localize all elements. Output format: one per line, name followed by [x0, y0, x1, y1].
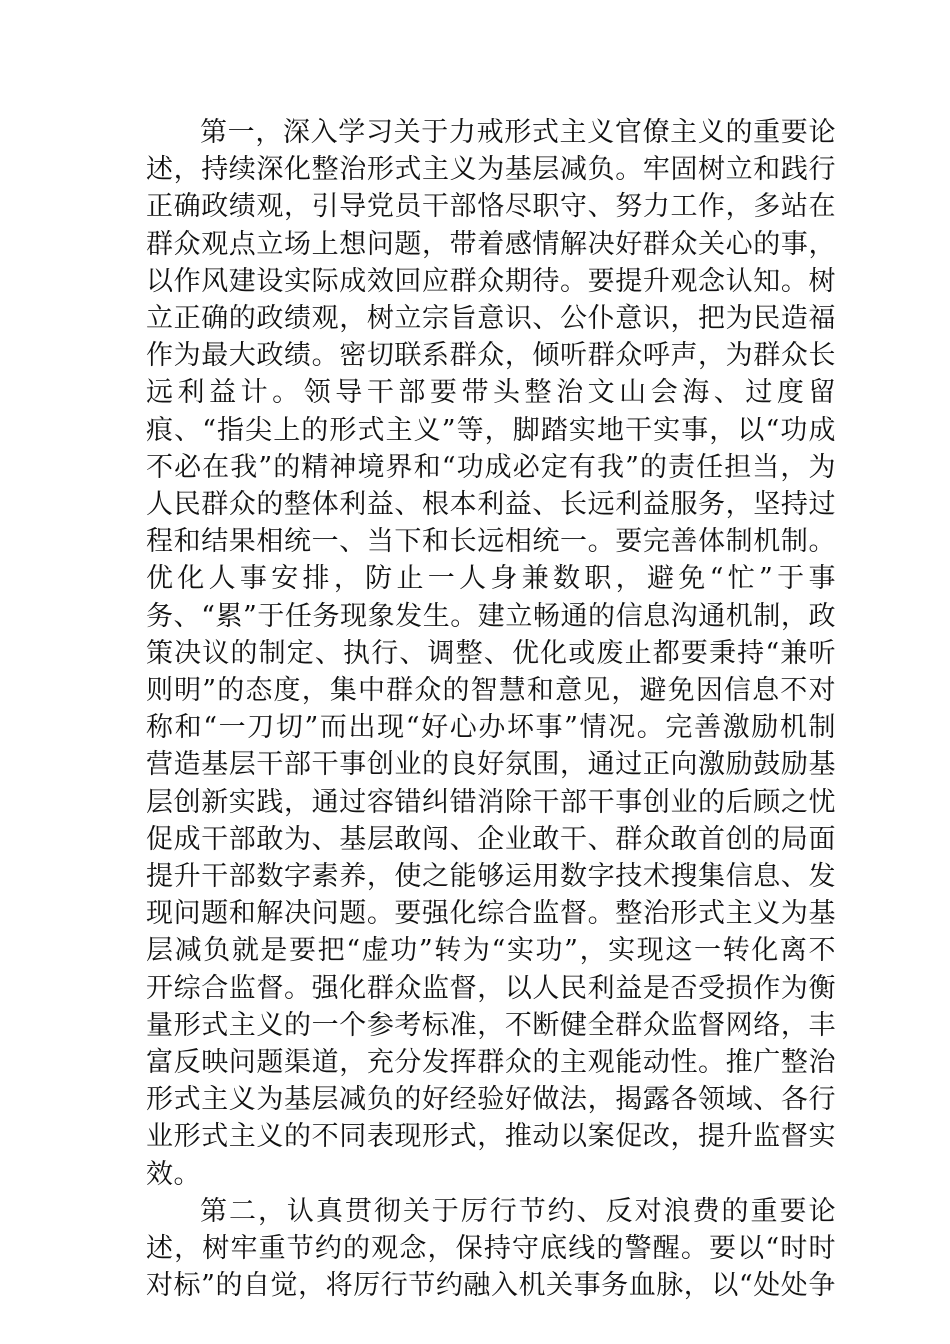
- paragraph-1: 第一，深入学习关于力戒形式主义官僚主义的重要论述，持续深化整治形式主义为基层减负。牢固树立和践行正确政绩观，引导党员干部恪尽职守、努力工作，多站在群众观点立场上想问题，带着感情解决好群众关心的事，以作风建设实际成效回应群众期待。要提升观念认知。树立正确的政绩观，树立宗旨意识、公仆意识，把为民造福作为最大政绩。密切联系群众，倾听群众呼声，为群众长远利益计。领导干部要带头整治文山会海、过度留痕、“指尖上的形式主义”等，脚踏实地干实事，以“功成不必在我”的精神境界和“功成必定有我”的责任担当，为人民群众的整体利益、根本利益、长远利益服务，坚持过程和结果相统一、当下和长远相统一。要完善体制机制。优化人事安排，防止一人身兼数职，避免“忙”于事务、“累”于任务现象发生。建立畅通的信息沟通机制，政策决议的制定、执行、调整、优化或废止都要秉持“兼听则明”的态度，集中群众的智慧和意见，避免因信息不对称和“一刀切”而出现“好心办坏事”情况。完善激励机制营造基层干部干事创业的良好氛围，通过正向激励鼓励基层创新实践，通过容错纠错消除干部干事创业的后顾之忧促成干部敢为、基层敢闯、企业敢干、群众敢首创的局面提升干部数字素养，使之能够运用数字技术搜集信息、发现问题和解决问题。要强化综合监督。整治形式主义为基层减负就是要把“虚功”转为“实功”，实现这一转化离不开综合监督。强化群众监督，以人民利益是否受损作为衡量形式主义的一个参考标准，不断健全群众监督网络，丰富反映问题渠道，充分发挥群众的主观能动性。推广整治形式主义为基层减负的好经验好做法，揭露各领域、各行业形式主义的不同表现形式，推动以案促改，提升监督实效。: [146, 117, 836, 1190]
- paragraph-2: 第二，认真贯彻关于厉行节约、反对浪费的重要论述，树牢重节约的观念，保持守底线的警醒。要以“时时对标”的自觉，将厉行节约融入机关事务血脉，以“处处争: [146, 1195, 836, 1302]
- document-body: [146, 114, 836, 1305]
